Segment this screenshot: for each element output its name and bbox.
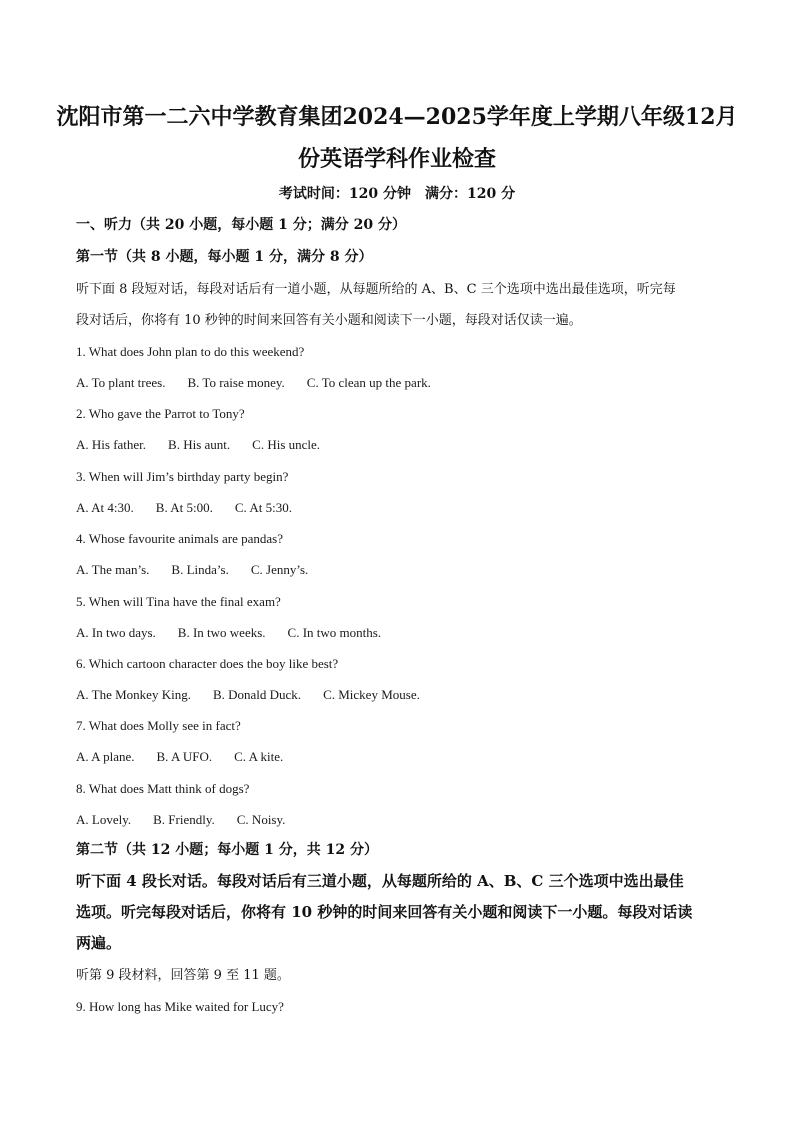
option-c: C. To clean up the park.	[306, 375, 431, 390]
part2-heading: 第二节（共 12 小题；每小题 1 分，共 12 分）	[76, 842, 378, 858]
option-c: C. His uncle.	[252, 437, 321, 452]
exam-info: 考试时间：120 分钟 满分：120 分	[278, 186, 516, 202]
question-1: 1. What does John plan to do this weekend?	[76, 344, 305, 359]
part1-instruction-line2: 段对话后，你将有 10 秒钟的时间来回答有关小题和阅读下一小题，每段对话仅读一遍。	[76, 313, 582, 328]
part1-heading: 第一节（共 8 小题，每小题 1 分，满分 8 分）	[76, 249, 373, 265]
question-6-options	[76, 688, 726, 701]
part1-instruction-line1: 听下面 8 段短对话，每段对话后有一道小题，从每题所给的 A、B、C 三个选项中选出最佳选项，听完每	[76, 282, 676, 297]
option-a: A. His father.	[76, 437, 147, 452]
part2-instruction-line2: 选项。听完每段对话后，你将有 10 秒钟的时间来回答有关小题和阅读下一小题。每段对话读	[76, 903, 693, 921]
option-a: A. In two days.	[76, 625, 156, 640]
question-7-options	[76, 750, 726, 763]
option-c: C. Noisy.	[236, 812, 286, 827]
option-a: A. At 4:30.	[76, 500, 134, 515]
option-c: C. At 5:30.	[234, 500, 292, 515]
section-heading-listening: 一、听力（共 20 小题，每小题 1 分；满分 20 分）	[76, 217, 406, 233]
option-c: C. Mickey Mouse.	[323, 687, 420, 702]
question-8: 8. What does Matt think of dogs?	[76, 781, 250, 796]
question-7: 7. What does Molly see in fact?	[76, 718, 241, 733]
question-5-options	[76, 626, 726, 639]
question-6: 6. Which cartoon character does the boy like best?	[76, 656, 339, 671]
material-note: 听第 9 段材料，回答第 9 至 11 题。	[76, 968, 290, 983]
option-a: A. To plant trees.	[76, 375, 166, 390]
option-c: C. A kite.	[234, 749, 284, 764]
question-1-options	[76, 376, 726, 389]
option-c: C. Jenny’s.	[250, 562, 309, 577]
option-b: B. Donald Duck.	[212, 687, 302, 702]
part2-instruction-line1: 听下面 4 段长对话。每段对话后有三道小题，从每题所给的 A、B、C 三个选项中选出最佳	[76, 872, 684, 890]
option-a: A. A plane.	[76, 749, 135, 764]
question-3-options	[76, 501, 726, 514]
option-a: A. The man’s.	[76, 562, 150, 577]
question-4: 4. Whose favourite animals are pandas?	[76, 531, 283, 546]
title-line-1: 沈阳市第一二六中学教育集团2024—2025学年度上学期八年级12月	[56, 104, 738, 130]
part2-instruction-line3: 两遍。	[76, 934, 122, 952]
option-a: A. Lovely.	[76, 812, 132, 827]
question-5: 5. When will Tina have the final exam?	[76, 594, 281, 609]
option-a: A. The Monkey King.	[76, 687, 191, 702]
question-8-options	[76, 813, 726, 826]
option-b: B. In two weeks.	[177, 625, 266, 640]
question-9: 9. How long has Mike waited for Lucy?	[76, 999, 284, 1014]
option-c: C. In two months.	[287, 625, 382, 640]
option-b: B. At 5:00.	[155, 500, 213, 515]
option-b: B. His aunt.	[168, 437, 231, 452]
question-2-options	[76, 438, 726, 451]
question-2: 2. Who gave the Parrot to Tony?	[76, 406, 245, 421]
question-4-options	[76, 563, 726, 576]
option-b: B. Linda’s.	[171, 562, 229, 577]
question-3: 3. When will Jim’s birthday party begin?	[76, 469, 289, 484]
title-line-2: 份英语学科作业检查	[297, 146, 496, 172]
option-b: B. To raise money.	[187, 375, 285, 390]
option-b: B. A UFO.	[156, 749, 213, 764]
option-b: B. Friendly.	[153, 812, 215, 827]
